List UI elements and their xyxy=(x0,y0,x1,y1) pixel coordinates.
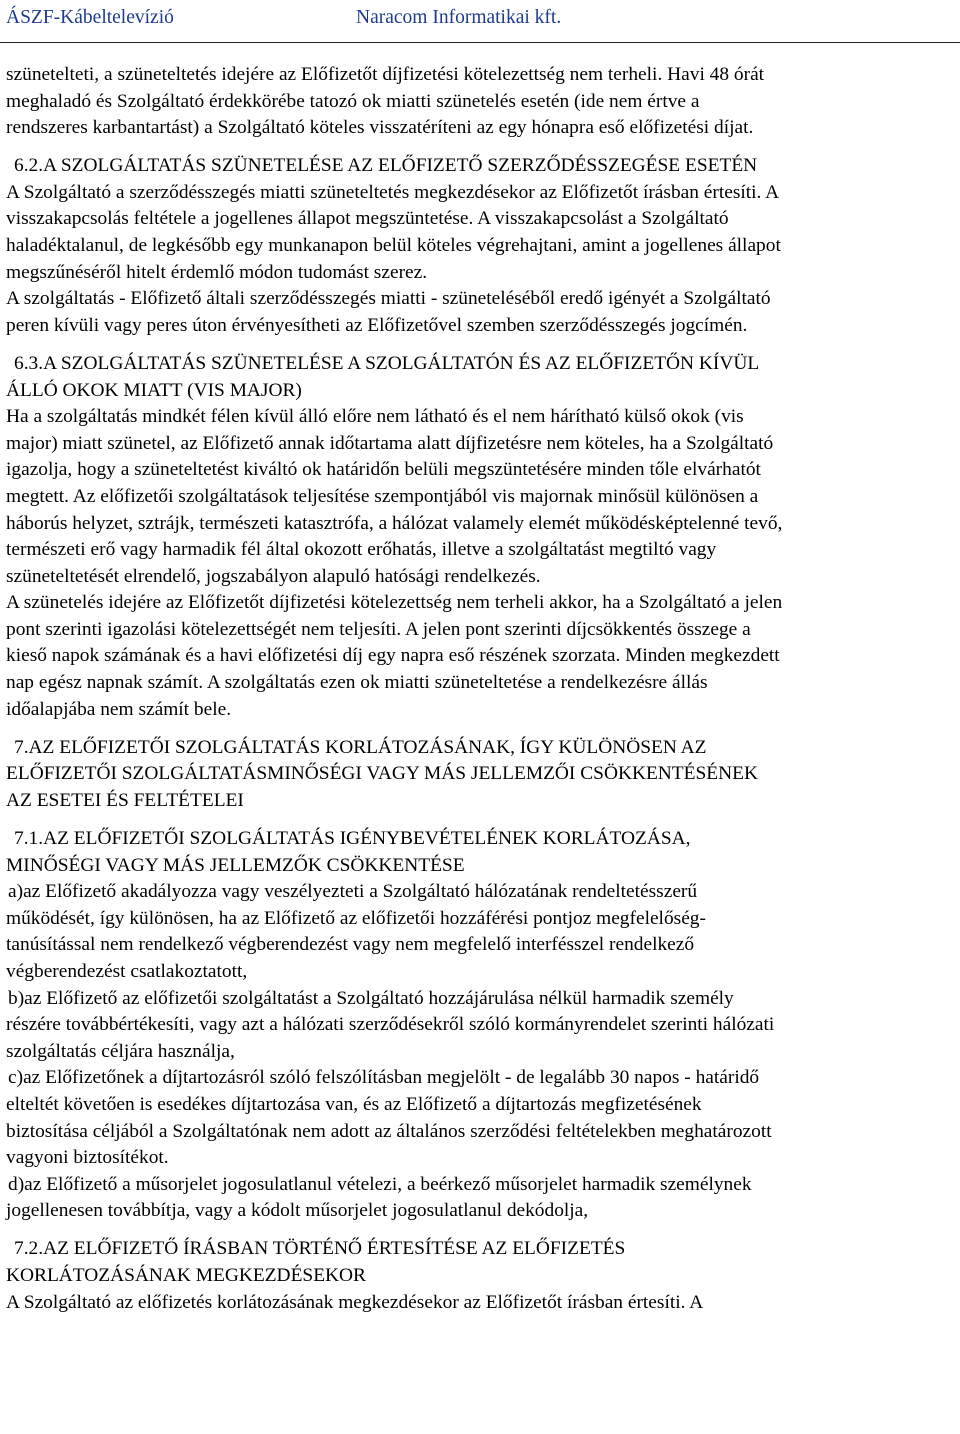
text-line: MINŐSÉGI VAGY MÁS JELLEMZŐK CSÖKKENTÉSE xyxy=(6,854,465,876)
text-line: biztosítása céljából a Szolgáltatónak nem adott az általános szerződési feltételekben meghatározott xyxy=(6,1120,772,1142)
header-divider xyxy=(0,42,960,43)
text-line: végberendezést csatlakoztatott, xyxy=(6,961,248,982)
text-line: igazolja, hogy a szüneteltetést kiváltó ok határidőn belüli megszüntetésére minden tőle elvárhatót xyxy=(6,459,761,481)
text-line: haladéktalanul, de legkésőbb egy munkanapon belül köteles végrehajtani, amint a jogellenes állapot xyxy=(6,235,781,257)
text-line: rendszeres karbantartást) a Szolgáltató köteles visszatéríteni az egy hónapra eső előfizetési díjat. xyxy=(6,117,754,139)
text-line: ELŐFIZETŐI SZOLGÁLTATÁSMINŐSÉGI VAGY MÁS JELLEMZŐI CSÖKKENTÉSÉNEK xyxy=(6,763,758,785)
page-header xyxy=(0,7,960,31)
text-line: KORLÁTOZÁSÁNAK MEGKEZDÉSEKOR xyxy=(6,1265,366,1287)
text-line: pont szerinti igazolási kötelezettségét nem teljesíti. A jelen pont szerinti díjcsökkentés összege a xyxy=(6,618,751,640)
text-line: részére továbbértékesíti, vagy azt a hálózati szerződésekről szóló kormányrendelet szerinti hálózati xyxy=(6,1014,775,1036)
text-line: természeti erő vagy harmadik fél által okozott erőhatás, illetve a szolgáltatást megtiltó vagy xyxy=(6,539,717,561)
text-line: b)az Előfizető az előfizetői szolgáltatást a Szolgáltató hozzájárulása nélkül harmadik személy xyxy=(8,987,734,1009)
text-line: elteltét követően is esedékes díjtartozása van, és az Előfizető a díjtartozás megfizetésének xyxy=(6,1093,702,1115)
text-line: tanúsítással nem rendelkező végberendezést vagy nem megfelelő interfésszel rendelkező xyxy=(6,934,695,956)
section-heading-line: 7.2.AZ ELŐFIZETŐ ÍRÁSBAN TÖRTÉNŐ ÉRTESÍTÉSE AZ ELŐFIZETÉS xyxy=(14,1238,626,1260)
text-line: nap egész napnak számít. A szolgáltatás ezen ok miatti szüneteltetése a rendelkezésre állás xyxy=(6,672,708,694)
section-heading-line: 7.1.AZ ELŐFIZETŐI SZOLGÁLTATÁS IGÉNYBEVÉTELÉNEK KORLÁTOZÁSA, xyxy=(14,828,691,850)
text-line: d)az Előfizető a műsorjelet jogosulatlanul vételezi, a beérkező műsorjelet harmadik személynek xyxy=(8,1173,752,1195)
text-line: visszakapcsolás feltétele a jogellenes állapot megszüntetése. A visszakapcsolást a Szolgáltató xyxy=(6,208,729,230)
text-line: megszűnéséről hitelt érdemlő módon tudomást szerez. xyxy=(6,261,428,283)
paragraph-gap xyxy=(6,142,956,154)
text-line: időalapjába nem számít bele. xyxy=(6,698,232,720)
text-line: A szolgáltatás - Előfizető általi szerződésszegés miatti - szüneteléséből eredő igényét a Szolgáltató xyxy=(6,288,771,310)
text-line: működését, így különösen, ha az Előfizető az előfizetői hozzáférési pontjoz megfelelőség- xyxy=(6,907,706,929)
text-line: meghaladó és Szolgáltató érdekkörébe tatozó ok miatti szünetelés esetén (ide nem értve a xyxy=(6,90,700,112)
text-line: A szünetelés idejére az Előfizetőt díjfizetési kötelezettség nem terheli akkor, ha a Szolgáltató a jelen xyxy=(6,592,783,614)
section-heading-line: 6.2.A SZOLGÁLTATÁS SZÜNETELÉSE AZ ELŐFIZETŐ SZERZŐDÉSSZEGÉSE ESETÉN xyxy=(14,155,758,177)
section-heading-line: 6.3.A SZOLGÁLTATÁS SZÜNETELÉSE A SZOLGÁLTATÓN ÉS AZ ELŐFIZETŐN KÍVÜL xyxy=(14,352,760,374)
text-line: szolgáltatás céljára használja, xyxy=(6,1040,235,1062)
paragraph-gap xyxy=(6,1225,956,1237)
paragraph-gap xyxy=(6,815,956,827)
text-line: a)az Előfizető akadályozza vagy veszélyezteti a Szolgáltató hálózatának rendeltetésszerű xyxy=(8,881,698,903)
text-line: szüneteltetését elrendelő, jogszabályon alapuló hatósági rendelkezés. xyxy=(6,565,541,587)
text-line: jogellenesen továbbítja, vagy a kódolt műsorjelet jogosulatlanul dekódolja, xyxy=(6,1200,589,1222)
text-line: c)az Előfizetőnek a díjtartozásról szóló felszólításban megjelölt - de legalább 30 napos - határidő xyxy=(8,1067,760,1089)
text-line: kieső napok számának és a havi előfizetési díj egy napra eső részének szorzata. Minden megkezdett xyxy=(6,645,780,667)
header-company-name: Naracom Informatikai kft. xyxy=(356,7,562,28)
text-line: AZ ESETEI ÉS FELTÉTELEI xyxy=(6,789,244,811)
text-line: peren kívüli vagy peres úton érvényesítheti az Előfizetővel szemben szerződésszegés jogcímén. xyxy=(6,314,748,336)
text-line: ÁLLÓ OKOK MIATT (VIS MAJOR) xyxy=(6,379,302,401)
text-line: major) miatt szünetel, az Előfizető annak időtartama alatt díjfizetésre nem köteles, ha a Szolgáltató xyxy=(6,432,774,454)
text-line: szünetelteti, a szüneteltetés idejére az Előfizetőt díjfizetési kötelezettség nem terheli. Havi 48 órát xyxy=(6,64,765,85)
text-line: A Szolgáltató az előfizetés korlátozásának megkezdésekor az Előfizetőt írásban értesíti. A xyxy=(6,1291,704,1313)
paragraph-gap xyxy=(6,339,956,351)
text-line: Ha a szolgáltatás mindkét félen kívül álló előre nem látható és el nem hárítható külső okok (vis xyxy=(6,406,744,428)
paragraph-gap xyxy=(6,723,956,735)
text-line: vagyoni biztosítékot. xyxy=(6,1147,169,1169)
document-body xyxy=(6,62,956,1316)
text-line: A Szolgáltató a szerződésszegés miatti szüneteltetés megkezdésekor az Előfizetőt írásban értesíti. A xyxy=(6,181,780,203)
section-heading-line: 7.AZ ELŐFIZETŐI SZOLGÁLTATÁS KORLÁTOZÁSÁNAK, ÍGY KÜLÖNÖSEN AZ xyxy=(14,736,707,758)
text-line: megtett. Az előfizetői szolgáltatások teljesítése szempontjából vis majornak minősül különösen a xyxy=(6,485,759,507)
header-document-title: ÁSZF-Kábeltelevízió xyxy=(6,7,174,28)
text-line: háborús helyzet, sztrájk, természeti katasztrófa, a hálózat valamely elemét működésképtelenné tevő, xyxy=(6,512,783,534)
